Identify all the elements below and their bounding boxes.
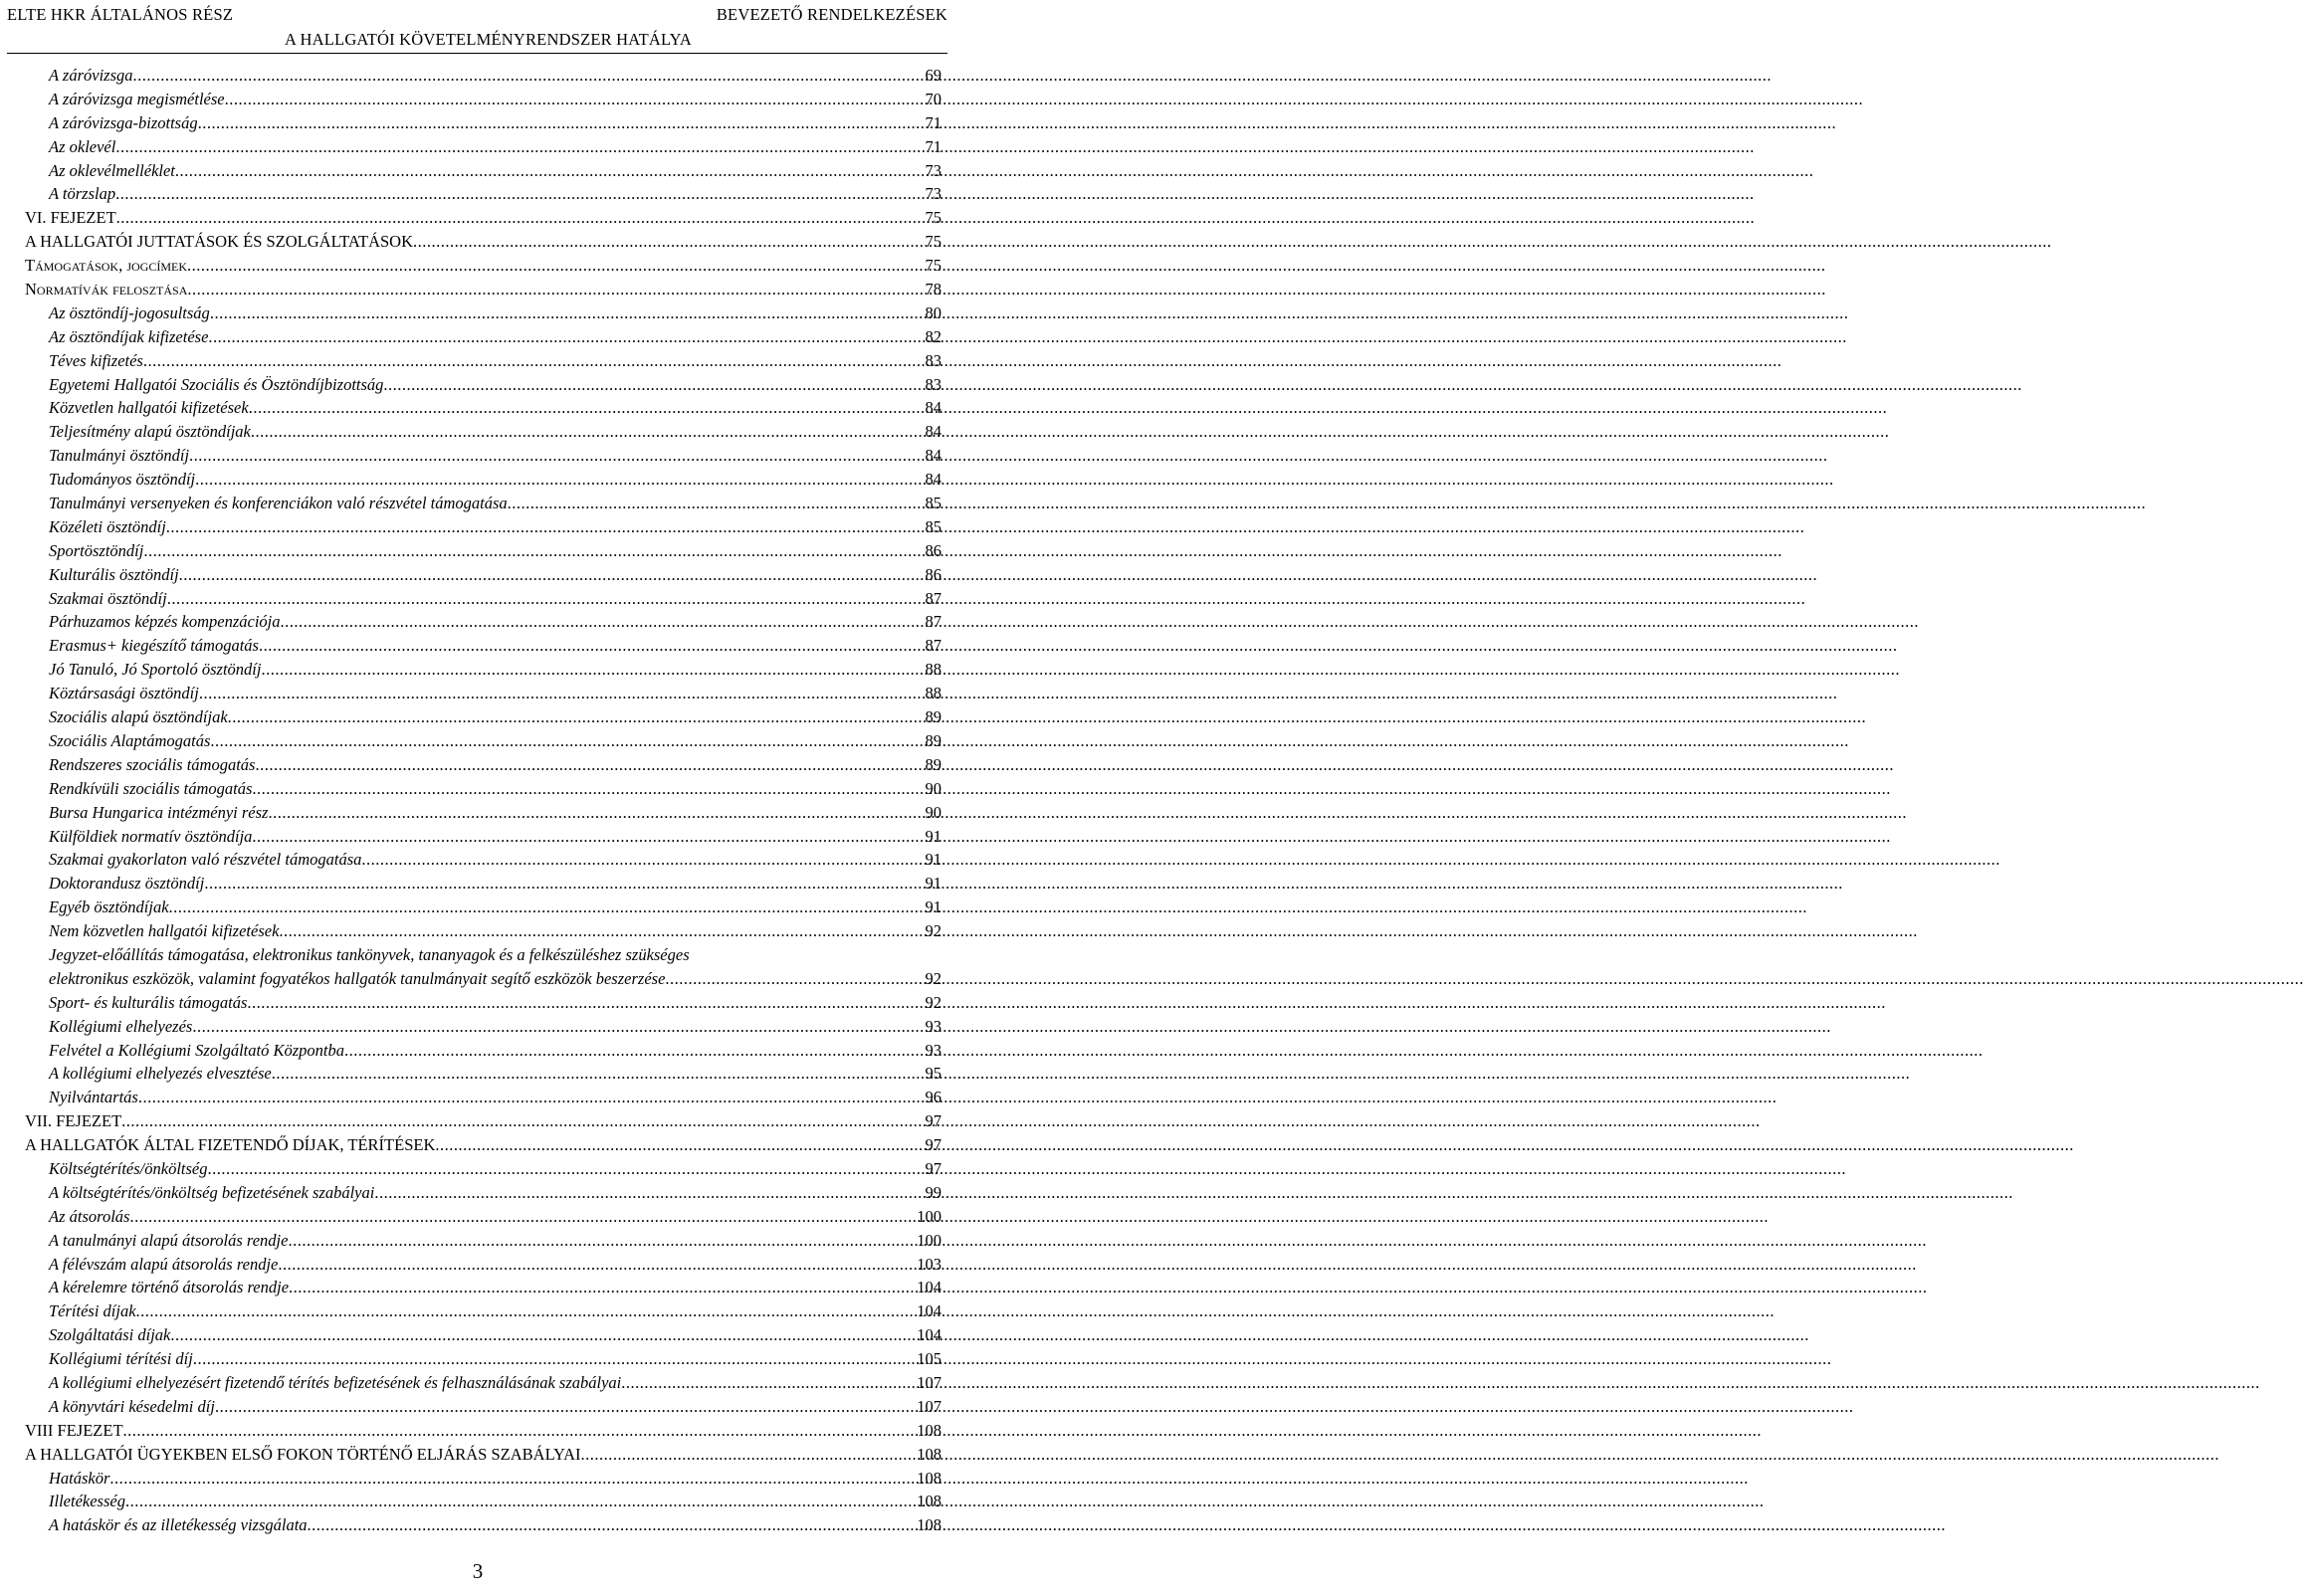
dot-leader <box>129 1205 914 1229</box>
toc-entry-page: 91 <box>925 898 942 917</box>
dot-leader <box>133 64 923 88</box>
dot-leader <box>289 1276 914 1299</box>
toc-entry[interactable] <box>25 991 942 1015</box>
toc-entry[interactable] <box>25 1253 942 1277</box>
dot-leader <box>247 991 922 1015</box>
toc-entry-page: 92 <box>925 992 942 1012</box>
toc-entry[interactable] <box>25 729 942 753</box>
dot-leader <box>288 1229 914 1253</box>
dot-leader <box>204 872 922 896</box>
toc-entry-title: Tanulmányi versenyeken és konferenciákon való részvétel támogatása <box>49 494 508 513</box>
toc-entry-title: Téves kifizetés <box>49 350 143 370</box>
toc-entry-page: 73 <box>925 160 942 180</box>
toc-entry-page: 99 <box>925 1182 942 1202</box>
toc-entry[interactable] <box>25 349 942 373</box>
toc-entry-page: 70 <box>925 89 942 108</box>
toc-entry-page: 88 <box>925 684 942 703</box>
toc-entry-title: Rendszeres szociális támogatás <box>49 754 256 774</box>
toc-entry[interactable] <box>25 1039 942 1063</box>
toc-entry[interactable] <box>25 278 942 301</box>
dot-leader <box>278 1253 914 1277</box>
toc-entry-title: Külföldiek normatív ösztöndíja <box>49 826 253 846</box>
toc-entry-title: Bursa Hungarica intézményi rész <box>49 802 269 822</box>
dot-leader <box>251 420 923 444</box>
toc-entry-title: Szakmai gyakorlaton való részvétel támogatása <box>49 850 362 870</box>
header-right-title: BEVEZETŐ RENDELKEZÉSEK <box>716 5 947 24</box>
toc-entry-title: A tanulmányi alapú átsorolás rendje <box>49 1230 289 1250</box>
dot-leader <box>665 967 922 991</box>
toc-entry[interactable] <box>25 254 942 278</box>
toc-entry-page: 83 <box>925 374 942 394</box>
toc-entry-page: 97 <box>925 1158 942 1178</box>
toc-entry[interactable] <box>25 896 942 919</box>
toc-entry-title: Kollégiumi térítési díj <box>49 1349 193 1369</box>
toc-entry-title: A záróvizsga <box>49 66 133 85</box>
toc-entry[interactable] <box>25 1062 942 1086</box>
toc-entry[interactable] <box>25 468 942 492</box>
toc-entry-title-continued: elektronikus eszközök, valamint fogyatékos hallgatók tanulmányait segítő eszközök beszerzése <box>49 968 666 988</box>
dot-leader <box>115 135 922 159</box>
toc-entry-page: 90 <box>925 778 942 798</box>
table-of-contents <box>25 64 942 1537</box>
dot-leader <box>169 896 923 919</box>
dot-leader <box>279 919 922 943</box>
toc-entry[interactable] <box>25 777 942 801</box>
toc-entry-title: Az átsorolás <box>49 1206 130 1226</box>
toc-entry[interactable] <box>25 682 942 705</box>
toc-entry-title: A kollégiumi elhelyezés elvesztése <box>49 1064 272 1084</box>
dot-leader <box>143 349 923 373</box>
dot-leader <box>621 1371 914 1395</box>
toc-entry-page: 80 <box>925 302 942 322</box>
toc-entry[interactable] <box>25 444 942 468</box>
toc-entry-page: 92 <box>925 921 942 941</box>
dot-leader <box>210 301 923 325</box>
toc-entry[interactable] <box>25 848 942 872</box>
dot-leader <box>189 444 922 468</box>
toc-entry-title: Egyetemi Hallgatói Szociális és Ösztöndíjbizottság <box>49 374 384 394</box>
toc-entry-title: Szakmai ösztöndíj <box>49 588 167 608</box>
dot-leader <box>361 848 922 872</box>
toc-entry-page: 108 <box>917 1444 942 1464</box>
toc-entry[interactable] <box>25 206 942 230</box>
toc-entry-title: A HALLGATÓI JUTTATÁSOK ÉS SZOLGÁLTATÁSOK <box>25 232 413 252</box>
dot-leader <box>198 111 923 135</box>
toc-entry-page: 89 <box>925 730 942 750</box>
toc-entry-page: 84 <box>925 398 942 418</box>
toc-entry-title: Szociális alapú ösztöndíjak <box>49 707 228 727</box>
toc-entry-title: Közéleti ösztöndíj <box>49 516 166 536</box>
toc-entry-page: 87 <box>925 612 942 632</box>
toc-entry[interactable] <box>25 539 942 563</box>
dot-leader <box>166 515 923 539</box>
toc-entry-title: Illetékesség <box>49 1492 125 1511</box>
toc-entry-title: A kollégiumi elhelyezésért fizetendő térítés befizetésének és felhasználásának szabályai <box>49 1373 622 1392</box>
toc-entry[interactable] <box>25 587 942 611</box>
dot-leader <box>123 1419 915 1443</box>
dot-leader <box>125 1490 914 1513</box>
dot-leader <box>199 682 923 705</box>
dot-leader <box>435 1133 922 1157</box>
toc-entry-title: Doktorandusz ösztöndíj <box>49 874 205 894</box>
toc-entry-page: 82 <box>925 326 942 346</box>
toc-entry[interactable] <box>25 111 942 135</box>
toc-entry-page: 95 <box>925 1064 942 1084</box>
dot-leader <box>215 1395 914 1419</box>
toc-entry-title: A kérelemre történő átsorolás rendje <box>49 1278 290 1297</box>
toc-entry-page: 89 <box>925 754 942 774</box>
toc-entry-title: Erasmus+ kiegészítő támogatás <box>49 636 259 656</box>
toc-entry[interactable] <box>25 325 942 349</box>
toc-entry[interactable] <box>25 801 942 825</box>
dot-leader <box>170 1323 914 1347</box>
toc-entry-title: Nem közvetlen hallgatói kifizetések <box>49 921 280 941</box>
toc-entry-page: 75 <box>925 256 942 276</box>
toc-entry-page: 104 <box>917 1278 942 1297</box>
toc-entry-page: 87 <box>925 636 942 656</box>
dot-leader <box>143 539 922 563</box>
toc-entry-title: VII. FEJEZET <box>25 1111 122 1131</box>
dot-leader <box>187 278 922 301</box>
toc-entry-page: 107 <box>917 1396 942 1416</box>
toc-entry-page: 90 <box>925 802 942 822</box>
toc-entry-page: 104 <box>917 1325 942 1345</box>
toc-entry-page: 104 <box>917 1301 942 1321</box>
dot-leader <box>308 1513 915 1537</box>
dot-leader <box>249 396 923 420</box>
toc-entry-page: 92 <box>925 968 942 988</box>
toc-entry-page: 75 <box>925 208 942 228</box>
toc-entry[interactable] <box>25 919 942 943</box>
toc-entry[interactable] <box>25 182 942 206</box>
toc-entry-title: Köztársasági ösztöndíj <box>49 684 199 703</box>
dot-leader <box>225 88 923 111</box>
dot-leader <box>228 705 923 729</box>
toc-entry-title: Az ösztöndíj-jogosultság <box>49 302 210 322</box>
toc-entry-page: 91 <box>925 850 942 870</box>
dot-leader <box>210 729 922 753</box>
running-header <box>7 3 947 54</box>
toc-entry[interactable] <box>25 396 942 420</box>
toc-entry-title: Szolgáltatási díjak <box>49 1325 171 1345</box>
dot-leader <box>259 634 923 658</box>
dot-leader <box>268 801 922 825</box>
toc-entry[interactable] <box>25 1323 942 1347</box>
toc-entry[interactable] <box>25 1419 942 1443</box>
toc-entry-page: 86 <box>925 540 942 560</box>
toc-entry-title: A záróvizsga-bizottság <box>49 112 198 132</box>
toc-entry[interactable] <box>25 1395 942 1419</box>
dot-leader <box>252 777 922 801</box>
toc-entry-page: 84 <box>925 470 942 490</box>
dot-leader <box>374 1181 922 1205</box>
dot-leader <box>175 159 923 183</box>
dot-leader <box>136 1299 915 1323</box>
toc-entry-page: 97 <box>925 1135 942 1155</box>
toc-entry-page: 78 <box>925 280 942 299</box>
toc-entry-page: 87 <box>925 588 942 608</box>
toc-entry[interactable] <box>25 658 942 682</box>
toc-entry-title: Szociális Alaptámogatás <box>49 730 211 750</box>
dot-leader <box>187 254 922 278</box>
dot-leader <box>272 1062 923 1086</box>
toc-entry-title: VI. FEJEZET <box>25 208 116 228</box>
toc-entry[interactable] <box>25 492 942 515</box>
toc-entry[interactable] <box>25 610 942 634</box>
toc-entry-title: A záróvizsga megismétlése <box>49 89 225 108</box>
toc-entry-title: A HALLGATÓK ÁLTAL FIZETENDŐ DÍJAK, TÉRÍTÉSEK <box>25 1135 436 1155</box>
toc-entry-page: 108 <box>917 1468 942 1488</box>
dot-leader <box>195 468 922 492</box>
toc-entry-title: Térítési díjak <box>49 1301 136 1321</box>
toc-entry-page: 96 <box>925 1088 942 1107</box>
toc-entry-page: 84 <box>925 422 942 442</box>
toc-entry[interactable] <box>25 563 942 587</box>
toc-entry-page: 100 <box>917 1230 942 1250</box>
toc-entry[interactable] <box>25 88 942 111</box>
toc-entry-title: VIII FEJEZET <box>25 1420 123 1440</box>
toc-entry-page: 71 <box>925 112 942 132</box>
toc-entry-title: Költségtérítés/önköltség <box>49 1158 208 1178</box>
toc-entry-title: Közvetlen hallgatói kifizetések <box>49 398 249 418</box>
toc-entry-title: Tudományos ösztöndíj <box>49 470 196 490</box>
toc-entry-page: 97 <box>925 1111 942 1131</box>
dot-leader <box>281 610 923 634</box>
toc-entry[interactable] <box>25 1229 942 1253</box>
toc-entry-page: 108 <box>917 1492 942 1511</box>
toc-entry-title: Kollégiumi elhelyezés <box>49 1016 193 1036</box>
dot-leader <box>581 1443 915 1467</box>
toc-entry-title: Egyéb ösztöndíjak <box>49 898 169 917</box>
toc-entry-page: 91 <box>925 874 942 894</box>
toc-entry-page: 73 <box>925 184 942 204</box>
toc-entry-title: Normatívák felosztása <box>25 280 188 299</box>
toc-entry[interactable] <box>25 1015 942 1039</box>
toc-entry-title: Tanulmányi ösztöndíj <box>49 446 190 466</box>
dot-leader <box>413 230 923 254</box>
dot-leader <box>138 1086 923 1109</box>
dot-leader <box>193 1347 914 1371</box>
toc-entry-page: 91 <box>925 826 942 846</box>
toc-entry[interactable] <box>25 373 942 397</box>
toc-entry[interactable] <box>25 753 942 777</box>
toc-entry-page: 71 <box>925 136 942 156</box>
toc-entry-title: A hatáskör és az illetékesség vizsgálata <box>49 1515 308 1535</box>
toc-entry-title: Az oklevél <box>49 136 116 156</box>
toc-entry-title: Az ösztöndíjak kifizetése <box>49 326 209 346</box>
toc-entry-page: 100 <box>917 1206 942 1226</box>
toc-entry[interactable] <box>25 943 942 991</box>
toc-entry[interactable] <box>25 1109 942 1133</box>
dot-leader <box>121 1109 922 1133</box>
toc-entry-page: 93 <box>925 1040 942 1060</box>
toc-entry-title: Kulturális ösztöndíj <box>49 564 179 584</box>
toc-entry-page: 108 <box>917 1420 942 1440</box>
toc-entry[interactable] <box>25 1299 942 1323</box>
toc-entry[interactable] <box>25 1490 942 1513</box>
toc-entry[interactable] <box>25 1443 942 1467</box>
dot-leader <box>508 492 923 515</box>
toc-entry-title: A HALLGATÓI ÜGYEKBEN ELSŐ FOKON TÖRTÉNŐ ELJÁRÁS SZABÁLYAI <box>25 1444 581 1464</box>
toc-entry[interactable] <box>25 1513 942 1537</box>
toc-entry-title: Felvétel a Kollégiumi Szolgáltató Központba <box>49 1040 344 1060</box>
toc-entry[interactable] <box>25 420 942 444</box>
dot-leader <box>115 182 922 206</box>
toc-entry-title: A félévszám alapú átsorolás rendje <box>49 1254 279 1274</box>
toc-entry[interactable] <box>25 1133 942 1157</box>
toc-entry[interactable] <box>25 1467 942 1491</box>
dot-leader <box>252 825 922 849</box>
toc-entry[interactable] <box>25 135 942 159</box>
toc-entry-title: Sport- és kulturális támogatás <box>49 992 248 1012</box>
toc-entry[interactable] <box>25 64 942 88</box>
toc-entry[interactable] <box>25 634 942 658</box>
toc-entry-title: Jegyzet-előállítás támogatása, elektronikus tankönyvek, tananyagok és a felkészüléshez szükséges <box>49 944 690 964</box>
toc-entry-title: Párhuzamos képzés kompenzációja <box>49 612 281 632</box>
toc-entry[interactable] <box>25 1276 942 1299</box>
toc-entry[interactable] <box>25 230 942 254</box>
dot-leader <box>261 658 922 682</box>
toc-entry-page: 84 <box>925 446 942 466</box>
dot-leader <box>116 206 923 230</box>
toc-entry-title: Rendkívüli szociális támogatás <box>49 778 253 798</box>
dot-leader <box>255 753 922 777</box>
toc-entry[interactable] <box>25 1371 942 1395</box>
toc-entry-page: 88 <box>925 660 942 680</box>
toc-entry-title: A könyvtári késedelmi díj <box>49 1396 215 1416</box>
toc-entry-page: 107 <box>917 1373 942 1392</box>
dot-leader <box>383 373 922 397</box>
toc-entry-title: Sportösztöndíj <box>49 540 144 560</box>
toc-entry[interactable] <box>25 159 942 183</box>
toc-entry-page: 83 <box>925 350 942 370</box>
toc-entry-title: A költségtérítés/önköltség befizetésének szabályai <box>49 1182 375 1202</box>
toc-entry-page: 93 <box>925 1016 942 1036</box>
dot-leader <box>344 1039 923 1063</box>
toc-entry[interactable] <box>25 301 942 325</box>
page-number: 3 <box>472 1559 484 1583</box>
toc-entry-page: 85 <box>925 494 942 513</box>
toc-entry[interactable] <box>25 515 942 539</box>
toc-entry-title: Támogatások, jogcímek <box>25 256 188 276</box>
toc-entry[interactable] <box>25 1086 942 1109</box>
toc-entry[interactable] <box>25 1181 942 1205</box>
toc-entry[interactable] <box>25 1347 942 1371</box>
toc-entry-page: 75 <box>925 232 942 252</box>
dot-leader <box>179 563 923 587</box>
toc-entry-page: 89 <box>925 707 942 727</box>
toc-entry-page: 108 <box>917 1515 942 1535</box>
toc-entry-page: 103 <box>917 1254 942 1274</box>
toc-entry-page: 105 <box>917 1349 942 1369</box>
toc-entry-title: Jó Tanuló, Jó Sportoló ösztöndíj <box>49 660 262 680</box>
toc-entry-page: 86 <box>925 564 942 584</box>
header-subtitle: A HALLGATÓI KÖVETELMÉNYRENDSZER HATÁLYA <box>285 30 692 49</box>
toc-entry[interactable] <box>25 825 942 849</box>
toc-entry-title: Hatáskör <box>49 1468 110 1488</box>
dot-leader <box>167 587 923 611</box>
toc-entry-title: Az oklevélmelléklet <box>49 160 175 180</box>
toc-entry-title: A törzslap <box>49 184 116 204</box>
dot-leader <box>192 1015 922 1039</box>
toc-entry[interactable] <box>25 872 942 896</box>
toc-entry-title: Nyilvántartás <box>49 1088 138 1107</box>
dot-leader <box>208 325 922 349</box>
toc-entry-title: Teljesítmény alapú ösztöndíjak <box>49 422 251 442</box>
toc-entry[interactable] <box>25 1205 942 1229</box>
toc-entry-page: 85 <box>925 516 942 536</box>
toc-entry-page: 69 <box>925 66 942 85</box>
dot-leader <box>109 1467 914 1491</box>
header-left-title: ELTE HKR ÁLTALÁNOS RÉSZ <box>7 5 234 24</box>
dot-leader <box>207 1157 922 1181</box>
toc-entry[interactable] <box>25 1157 942 1181</box>
toc-entry[interactable] <box>25 705 942 729</box>
